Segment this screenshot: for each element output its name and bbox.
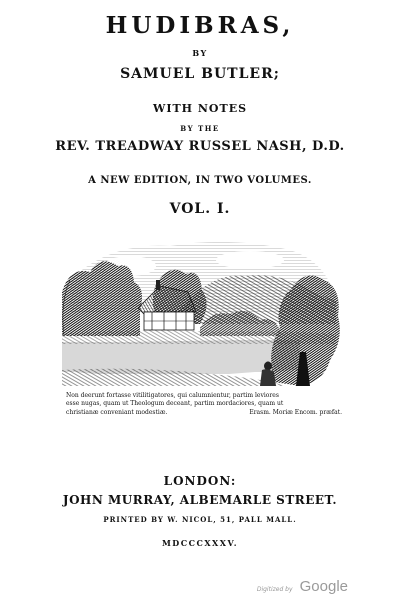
imprint-year: MDCCCXXXV. — [161, 538, 239, 548]
quote-line-with-source — [66, 409, 342, 417]
quote-line: esse nugas, quam ut Theologum deceant, partim mordaciores, quam ut — [66, 400, 284, 408]
imprint-publisher: JOHN MURRAY, ALBEMARLE STREET. — [62, 493, 338, 507]
edition-note: A NEW EDITION, IN TWO VOLUMES. — [88, 175, 312, 186]
quote-line: christianæ conveniant modestiæ. — [66, 408, 168, 416]
epigraph-quote — [66, 392, 342, 417]
author-name: SAMUEL BUTLER; — [120, 66, 280, 82]
quote-line: Non deerunt fortasse vitilitigatores, qui calumnientur, partim leviores — [66, 392, 279, 399]
with-notes-label: WITH NOTES — [152, 102, 248, 115]
imprint-printer: PRINTED BY W. NICOL, 51, PALL MALL. — [103, 515, 297, 524]
imprint-city: LONDON: — [163, 474, 237, 488]
book-title: HUDIBRAS, — [105, 12, 295, 39]
quote-source: Erasm. Moriæ Encom. præfat. — [249, 408, 342, 416]
google-logo-text: Google — [299, 578, 348, 595]
editor-name: REV. TREADWAY RUSSEL NASH, D.D. — [55, 139, 345, 154]
digitized-by-label: Digitized by — [256, 586, 293, 593]
volume-number: VOL. I. — [169, 201, 231, 217]
by-the-label: BY THE — [180, 124, 220, 133]
landscape-engraving-icon — [60, 232, 342, 388]
by-label: BY — [192, 48, 208, 58]
google-watermark — [257, 576, 348, 595]
